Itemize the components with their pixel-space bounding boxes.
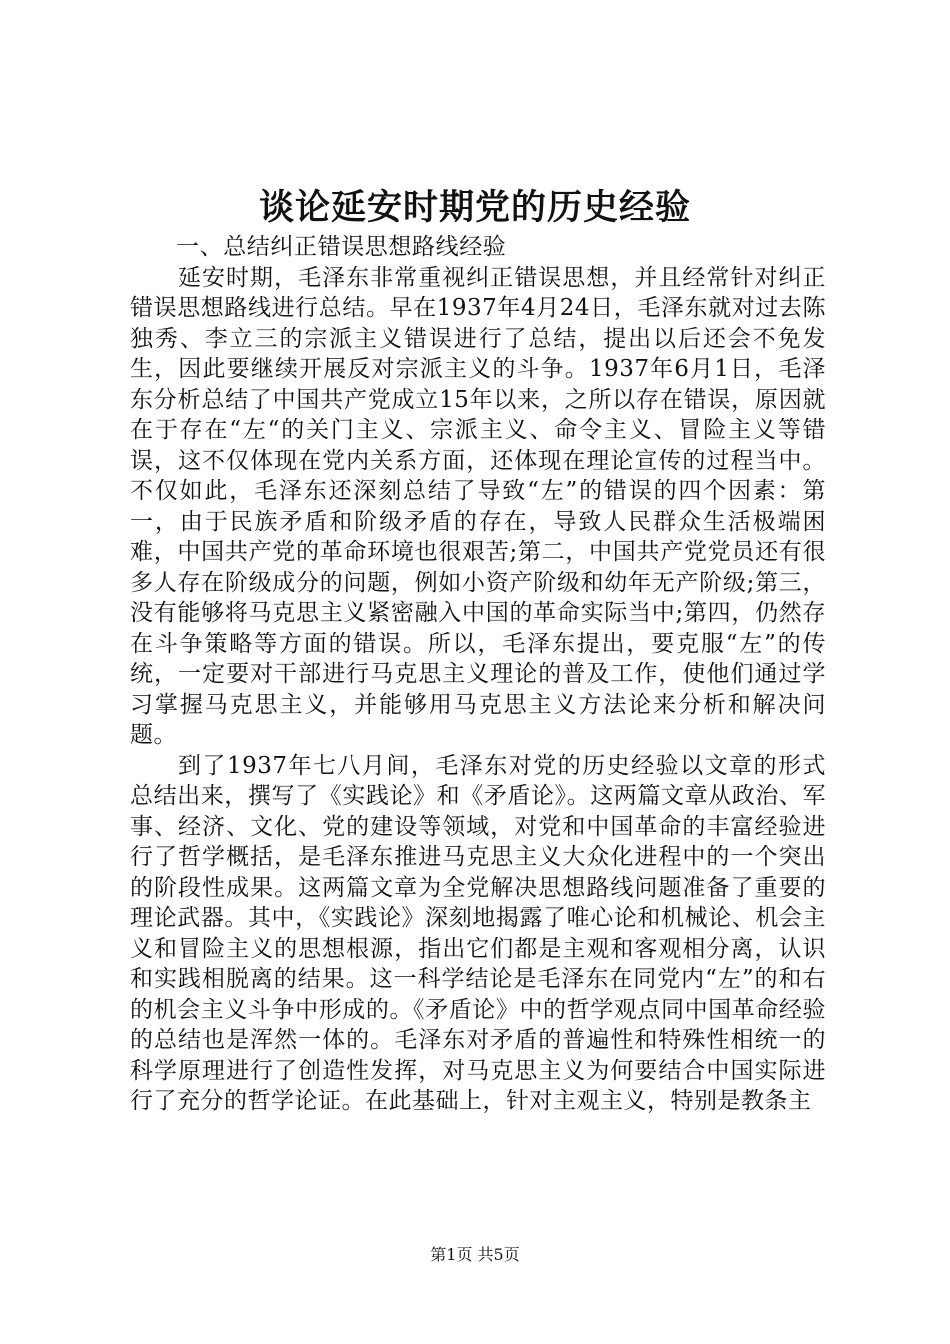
document-title: 谈论延安时期党的历史经验 — [258, 187, 691, 228]
document-body — [130, 232, 826, 1117]
paragraph-1: 延安时期，毛泽东非常重视纠正错误思想，并且经常针对纠正错误思想路线进行总结。早在1937年4月24日，毛泽东就对过去陈独秀、李立三的宗派主义错误进行了总结，提出以后还会不免发生，因此要继续开展反对宗派主义的斗争。1937年6月1日，毛泽东分析总结了中国共产党成立15年以来，之所以存在错误，原因就在于存在“左“的关门主义、宗派主义、命令主义、冒险主义等错误，这不仅体现在党内关系方面，还体现在理论宣传的过程当中。不仅如此，毛泽东还深刻总结了导致“左”的错误的四个因素：第一，由于民族矛盾和阶级矛盾的存在，导致人民群众生活极端困难，中国共产党的革命环境也很艰苦;第二，中国共产党党员还有很多人存在阶级成分的问题，例如小资产阶级和幼年无产阶级;第三，没有能够将马克思主义紧密融入中国的革命实际当中;第四，仍然存在斗争策略等方面的错误。所以，毛泽东提出，要克服“左”的传统，一定要对干部进行马克思主义理论的普及工作，使他们通过学习掌握马克思主义，并能够用马克思主义方法论来分析和解决问题。 — [130, 264, 826, 748]
page-footer: 第1页 共5页 — [430, 1245, 520, 1264]
section-heading: 一、总结纠正错误思想路线经验 — [176, 234, 507, 260]
paragraph-2: 到了1937年七八月间，毛泽东对党的历史经验以文章的形式总结出来，撰写了《实践论》和《矛盾论》。这两篇文章从政治、军事、经济、文化、党的建设等领域，对党和中国革命的丰富经验进行了哲学概括，是毛泽东推进马克思主义大众化进程中的一个突出的阶段性成果。这两篇文章为全党解决思想路线问题准备了重要的理论武器。其中，《实践论》深刻地揭露了唯心论和机械论、机会主义和冒险主义的思想根源，指出它们都是主观和客观相分离，认识和实践相脱离的结果。这一科学结论是毛泽东在同党内“左”的和右的机会主义斗争中形成的。《矛盾论》中的哲学观点同中国革命经验的总结也是浑然一体的。毛泽东对矛盾的普遍性和特殊性相统一的科学原理进行了创造性发挥，对马克思主义为何要结合中国实际进行了充分的哲学论证。在此基础上，针对主观主义，特别是教条主 — [130, 752, 826, 1114]
